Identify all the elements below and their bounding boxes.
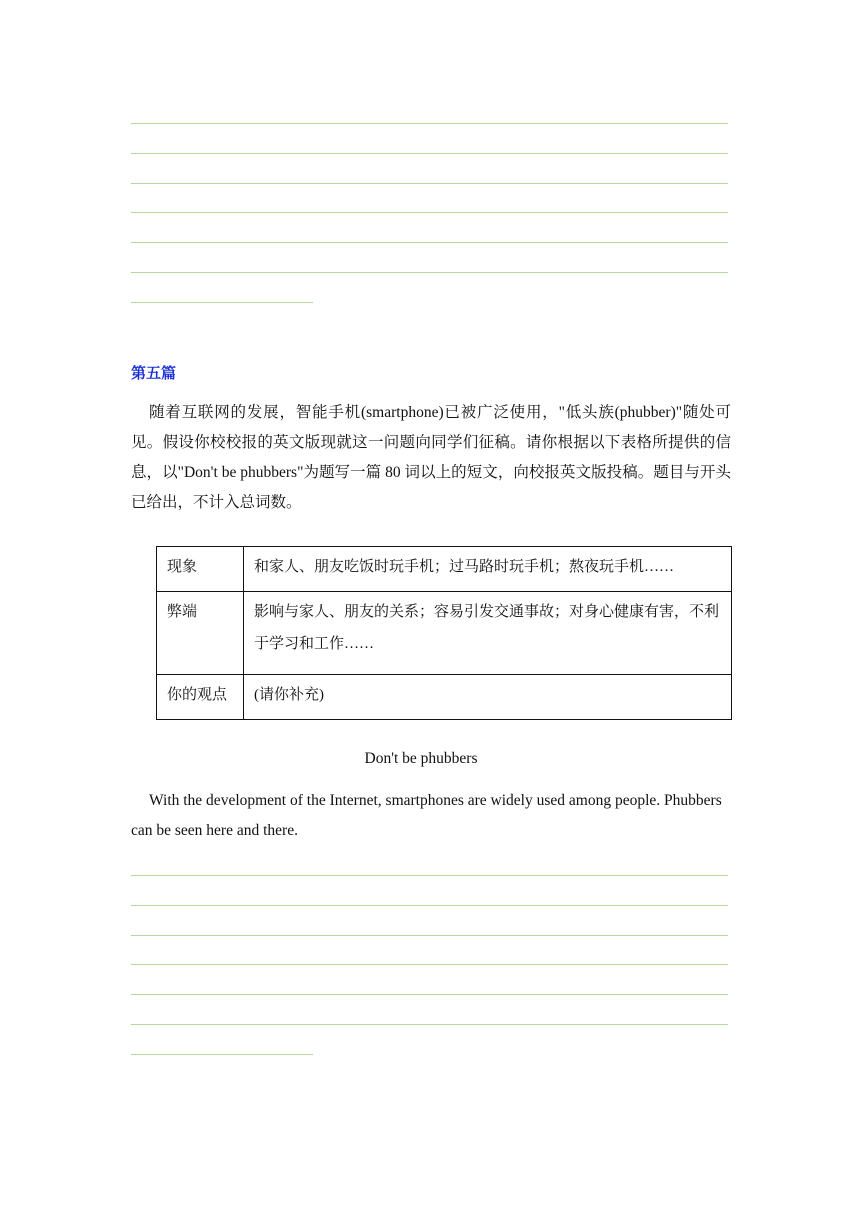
answer-line bbox=[131, 212, 728, 213]
table-row bbox=[157, 675, 732, 720]
table-row bbox=[157, 547, 732, 592]
answer-line bbox=[131, 994, 728, 995]
row-label: 现象 bbox=[157, 547, 244, 592]
section-title: 第五篇 bbox=[131, 364, 177, 382]
answer-line bbox=[131, 242, 728, 243]
prompt-paragraph: 随着互联网的发展，智能手机(smartphone)已被广泛使用，"低头族(phubber)"随处可见。假设你校校报的英文版现就这一问题向同学们征稿。请你根据以下表格所提供的信息，以"Don't be phubbers"为题写一篇 80 词以上的短文，向校报英文版投稿。题目与开头已给出，不计入总词数。 bbox=[131, 404, 731, 511]
essay-title: Don't be phubbers bbox=[364, 750, 478, 767]
row-content: 和家人、朋友吃饭时玩手机；过马路时玩手机；熬夜玩手机…… bbox=[244, 547, 732, 592]
answer-line bbox=[131, 153, 728, 154]
row-content: 影响与家人、朋友的关系；容易引发交通事故；对身心健康有害，不利于学习和工作…… bbox=[244, 592, 732, 675]
answer-line bbox=[131, 875, 728, 876]
essay-opening: With the development of the Internet, smartphones are widely used among people. Phubbers can be seen here and there. bbox=[131, 792, 722, 839]
table-row bbox=[157, 592, 732, 675]
row-content: (请你补充) bbox=[244, 675, 732, 720]
answer-line bbox=[131, 964, 728, 965]
answer-line bbox=[131, 123, 728, 124]
answer-lines-bottom bbox=[131, 875, 728, 1084]
row-label: 弊端 bbox=[157, 592, 244, 675]
answer-line bbox=[131, 935, 728, 936]
info-table bbox=[156, 546, 732, 720]
answer-lines-top bbox=[131, 123, 728, 332]
answer-line bbox=[131, 905, 728, 906]
answer-line bbox=[131, 1024, 728, 1025]
answer-line-short bbox=[131, 302, 313, 303]
answer-line bbox=[131, 272, 728, 273]
answer-line bbox=[131, 183, 728, 184]
row-label: 你的观点 bbox=[157, 675, 244, 720]
answer-line-short bbox=[131, 1054, 313, 1055]
